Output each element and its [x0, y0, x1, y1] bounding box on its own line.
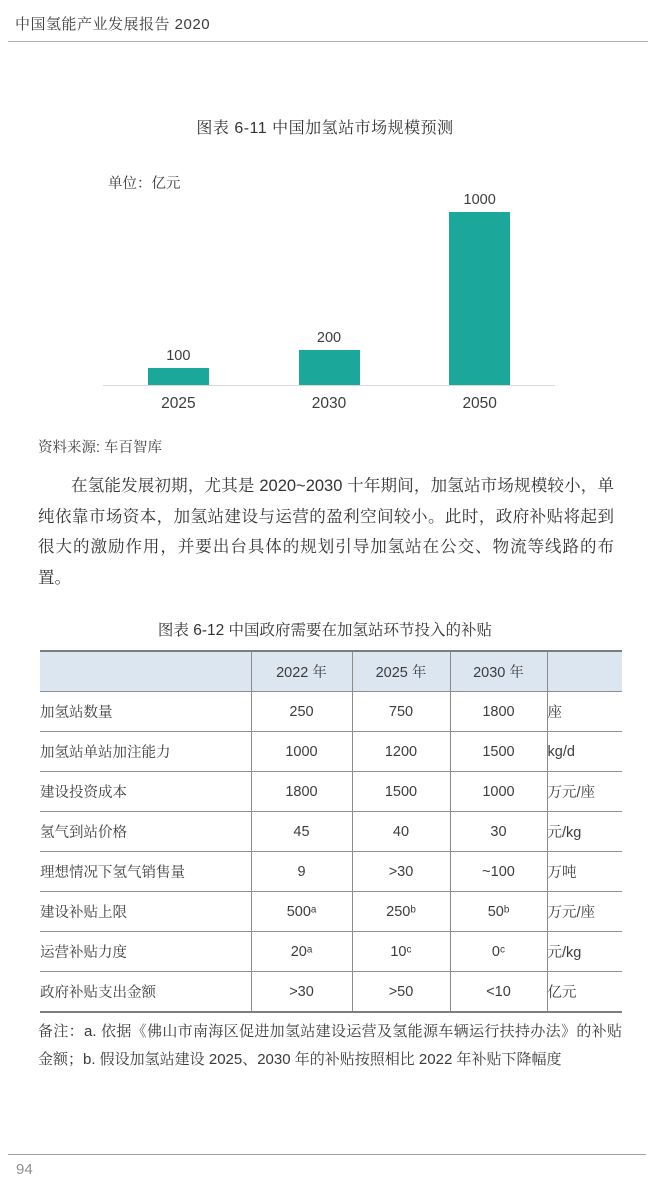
cell-value: 250ᵇ: [352, 892, 450, 932]
bar-group-2025: [103, 347, 254, 385]
row-label: 政府补贴支出金额: [40, 972, 251, 1013]
chart-unit-label: 单位：亿元: [108, 176, 181, 192]
cell-value: 1200: [352, 732, 450, 772]
report-header-title: 中国氢能产业发展报告 2020: [15, 16, 211, 33]
cell-unit: 元/kg: [547, 932, 622, 972]
cell-value: <10: [450, 972, 547, 1013]
chart-title: 图表 6-11 中国加氢站市场规模预测: [196, 120, 454, 137]
bar: [449, 212, 510, 385]
body-paragraph: 在氢能发展初期，尤其是 2020~2030 十年期间，加氢站市场规模较小，单纯依靠市场资本，加氢站建设与运营的盈利空间较小。此时，政府补贴将起到很大的激励作用，并要出台具体的规划引导加氢站在公交、物流等线路的布置。: [38, 477, 614, 587]
cell-value: 1800: [450, 692, 547, 732]
cell-value: 1000: [450, 772, 547, 812]
row-label: 加氢站单站加注能力: [40, 732, 251, 772]
cell-value: 0ᶜ: [450, 932, 547, 972]
page-number: 94: [16, 1161, 33, 1178]
col-header-unit: [547, 651, 622, 692]
cell-unit: 元/kg: [547, 812, 622, 852]
table-row: [40, 812, 622, 852]
cell-value: 1000: [251, 732, 352, 772]
table-row: [40, 932, 622, 972]
footer-divider: [8, 1154, 646, 1155]
cell-value: 40: [352, 812, 450, 852]
bar-chart: [103, 190, 555, 413]
row-label: 建设投资成本: [40, 772, 251, 812]
table-row: [40, 732, 622, 772]
x-axis-label: 2050: [462, 395, 497, 412]
subsidy-table: [40, 650, 622, 1013]
bar-value-label: 100: [166, 348, 191, 364]
row-label: 运营补贴力度: [40, 932, 251, 972]
row-label: 建设补贴上限: [40, 892, 251, 932]
table-row: [40, 972, 622, 1013]
cell-value: 1500: [450, 732, 547, 772]
row-label: 氢气到站价格: [40, 812, 251, 852]
cell-unit: 万吨: [547, 852, 622, 892]
cell-unit: kg/d: [547, 732, 622, 772]
cell-value: >50: [352, 972, 450, 1013]
cell-value: 50ᵇ: [450, 892, 547, 932]
col-header-2030: 2030 年: [450, 651, 547, 692]
x-axis-label: 2030: [311, 395, 347, 412]
table-header-row: [40, 651, 622, 692]
cell-value: >30: [352, 852, 450, 892]
cell-value: 250: [251, 692, 352, 732]
col-header-2022: 2022 年: [251, 651, 352, 692]
bar: [148, 368, 209, 385]
cell-value: 500ᵃ: [251, 892, 352, 932]
cell-value: 1800: [251, 772, 352, 812]
header-divider: [8, 41, 648, 42]
bar-group-2050: [404, 191, 555, 385]
cell-value: 750: [352, 692, 450, 732]
cell-value: 20ᵃ: [251, 932, 352, 972]
cell-unit: 万元/座: [547, 772, 622, 812]
bar-group-2030: [254, 329, 405, 385]
chart-source: 资料来源: 车百智库: [38, 440, 163, 456]
table-title: 图表 6-12 中国政府需要在加氢站环节投入的补贴: [157, 622, 493, 639]
x-axis: [103, 395, 555, 413]
table-row: [40, 852, 622, 892]
cell-value: ~100: [450, 852, 547, 892]
cell-unit: 亿元: [547, 972, 622, 1013]
cell-unit: 万元/座: [547, 892, 622, 932]
cell-unit: 座: [547, 692, 622, 732]
bar-chart-plot-area: [103, 190, 555, 386]
cell-value: >30: [251, 972, 352, 1013]
cell-value: 9: [251, 852, 352, 892]
cell-value: 10ᶜ: [352, 932, 450, 972]
bar-value-label: 1000: [463, 192, 496, 208]
row-label: 加氢站数量: [40, 692, 251, 732]
table-row: [40, 772, 622, 812]
col-header-2025: 2025 年: [352, 651, 450, 692]
col-header-blank: [40, 651, 251, 692]
table-notes: 备注：a. 依据《佛山市南海区促进加氢站建设运营及氢能源车辆运行扶持办法》的补贴金额；b. 假设加氢站建设 2025、2030 年的补贴按照相比 2022 年补贴下降幅度: [38, 1023, 622, 1068]
cell-value: 30: [450, 812, 547, 852]
bar: [299, 350, 360, 385]
cell-value: 1500: [352, 772, 450, 812]
cell-value: 45: [251, 812, 352, 852]
x-axis-label: 2025: [161, 395, 196, 412]
table-row: [40, 892, 622, 932]
row-label: 理想情况下氢气销售量: [40, 852, 251, 892]
bar-value-label: 200: [316, 330, 342, 346]
table-row: [40, 692, 622, 732]
